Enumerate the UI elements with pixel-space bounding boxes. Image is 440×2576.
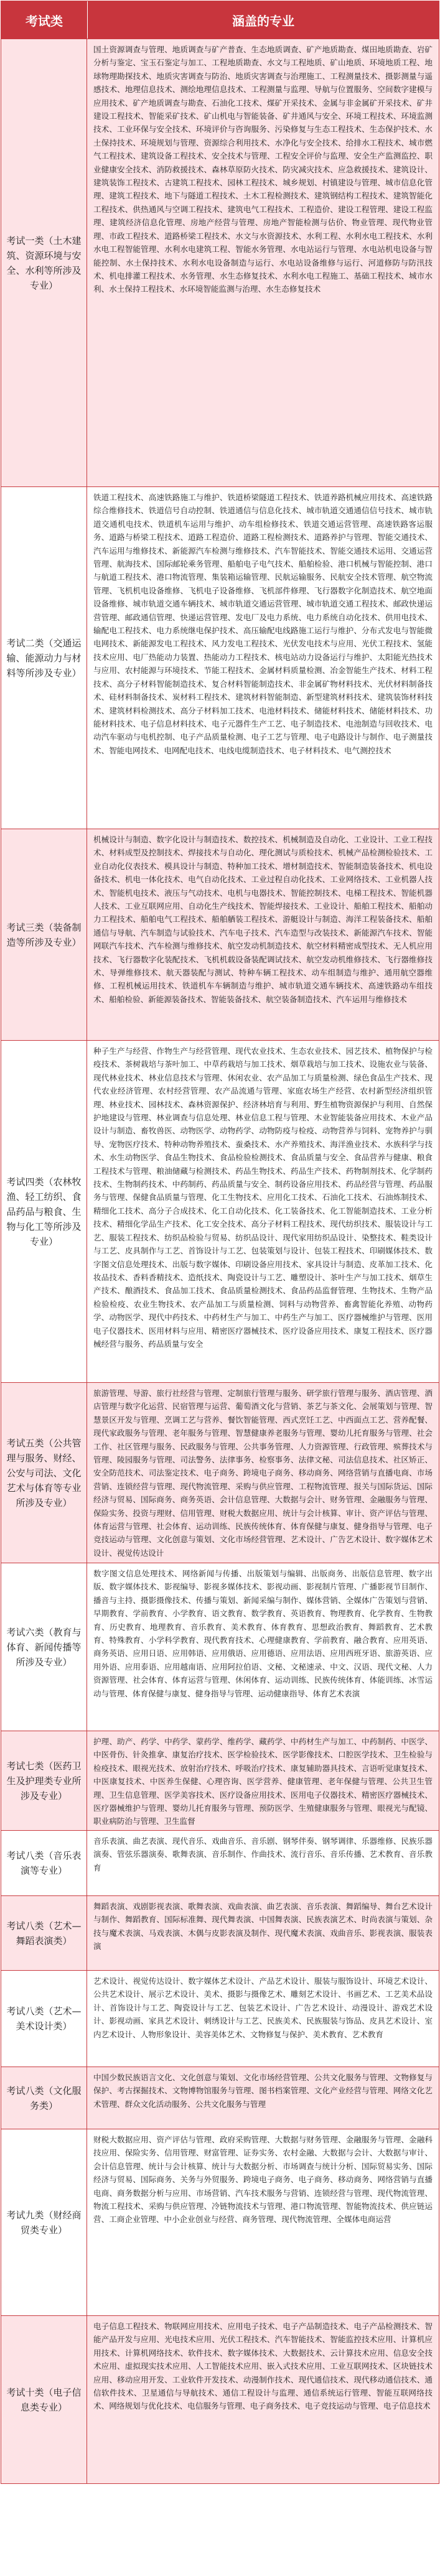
majors-cell: 护理、助产、药学、中药学、蒙药学、维药学、藏药学、中药材生产与加工、中药制药、中医学、中医骨伤、针灸推拿、康复治疗技术、医学检验技术、医学影像技术、口腔医学技术、卫生检验与检疫技术、眼视光技术、放射治疗技术、呼吸治疗技术、康复辅助器具技术、言语听觉康复技术、中医康复技术、中医养生保健、心理咨询、医学营养、健康管理、老年保健与管理、公共卫生管理、卫生信息管理、医学美容技术、医疗设备应用技术、医用电子仪器技术、精密医疗器械技术、医疗器械维护与管理、婴幼儿托育服务与管理、预防医学、生殖健康服务与管理、眼视光与配镜、职业病防治与管理、卫生监督 [87, 1731, 439, 1830]
table-row [1, 2067, 439, 2129]
majors-cell: 音乐表演、曲艺表演、现代音乐、戏曲音乐、音乐剧、钢琴伴奏、钢琴调律、乐器维修、民族乐器演奏、管弦乐器演奏、歌舞表演、音乐制作、作曲技术、流行音乐、音乐传播、艺术教育、音乐教育 [87, 1831, 439, 1895]
table-row [1, 1970, 439, 2067]
category-cell: 考试十类（电子信息类专业） [1, 2316, 87, 2483]
majors-cell: 种子生产与经营、作物生产与经营管理、现代农业技术、生态农业技术、园艺技术、植物保护与检疫技术、茶树栽培与茶叶加工、中草药栽培与加工技术、烟草栽培与加工技术、设施农业与装备、现代林业技术、林业信息技术与管理、休闲农业、农产品加工与质量检测、绿色食品生产技术、现代农业经济管理、农村经营管理、农产品流通与管理、家庭农场生产经营、农村新型经济组织管理、林业技术、园林技术、森林资源保护、经济林培育与利用、野生植物资源保护与利用、自然保护地建设与管理、林业调查与信息处理、林业信息工程与管理、木业智能装备应用技术、木业产品设计与制造、畜牧兽医、动物医学、动物药学、动物防疫与检疫、动物营养与饲料、宠物养护与驯导、宠物医疗技术、特种动物养殖技术、蚕桑技术、水产养殖技术、海洋渔业技术、水族科学与技术、水生动物医学、食品生物技术、食品检验检测技术、食品质量与安全、食品营养与健康、粮食工程技术与管理、粮油储藏与检测技术、药品生物技术、药品生产技术、药物制剂技术、化学制药技术、生物制药技术、中药制药、药品质量与安全、制药设备应用技术、药品经营与管理、药品服务与管理、保健食品质量与管理、化工生物技术、应用化工技术、石油化工技术、石油炼制技术、精细化工技术、高分子合成技术、化工自动化技术、化工装备技术、化工智能制造技术、工业分析技术、精细化学品生产技术、化工安全技术、高分子材料工程技术、现代纺织技术、服装设计与工艺、服装工程技术、纺织品检验与贸易、纺织品设计、现代家用纺织品设计、染整技术、鞋类设计与工艺、皮具制作与工艺、首饰设计与工艺、包装策划与设计、包装工程技术、印刷媒体技术、数字图文信息处理技术、出版与数字媒体、印刷设备应用技术、家具设计与制造、皮革加工技术、化妆品技术、香料香精技术、造纸技术、陶瓷设计与工艺、雕塑设计、茶叶生产与加工技术、烟草生产技术、酿酒技术、食品加工技术、食品质量检测技术、食品药品监督管理、生物技术、生物产品检验检疫、农业生物技术、农产品加工与质量检测、饲料与动物营养、畜禽智能化养殖、动物药学、动物医学、现代中药技术、中药材生产与加工、中药生产与加工、医疗器械维护与管理、医用电子仪器技术、医用材料与应用、精密医疗器械技术、医疗设备应用技术、康复工程技术、医疗器械经营与服务、药品质量与安全 [87, 1041, 439, 1382]
majors-cell: 艺术设计、视觉传达设计、数字媒体艺术设计、产品艺术设计、服装与服饰设计、环境艺术设计、公共艺术设计、展示艺术设计、美术、摄影与摄像艺术、雕刻艺术设计、书画艺术、工艺美术品设计、首饰设计与工艺、陶瓷设计与工艺、包装艺术设计、广告艺术设计、动漫设计、游戏艺术设计、影视动画、家具艺术设计、刺绣设计与工艺、民族美术、民族服装与饰品、皮具艺术设计、室内艺术设计、人物形象设计、美容美体艺术、文物修复与保护、美术教育、艺术教育 [87, 1971, 439, 2067]
majors-cell: 中国少数民族语言文化、文化创意与策划、文化市场经营管理、公共文化服务与管理、文物修复与保护、考古探掘技术、文物博物馆服务与管理、图书档案管理、文化产业经营与管理、网络文化艺术管理、群众文化活动服务、公共文化服务与管理 [87, 2067, 439, 2129]
table-row [1, 1563, 439, 1731]
category-cell: 考试一类（土木建筑、资源环境与安全、水利等所涉及专业） [1, 39, 87, 486]
category-cell: 考试五类（公共管理与服务、财经、公安与司法、文化艺术与体育等专业所涉及专业） [1, 1383, 87, 1563]
table-row [1, 1040, 439, 1382]
category-cell: 考试二类（交通运输、能源动力与材料等所涉及专业） [1, 487, 87, 829]
majors-cell: 数字图文信息处理技术、网络新闻与传播、出版策划与编辑、出版商务、出版信息管理、数字出版、数字媒体技术、影视编导、影视多媒体技术、影视动画、影视制片管理、广播影视节目制作、播音与主持、摄影摄像技术、传播与策划、新闻采编与制作、媒体营销、全媒体广告策划与营销、早期教育、学前教育、小学教育、语文教育、数学教育、英语教育、物理教育、化学教育、生物教育、历史教育、地理教育、音乐教育、美术教育、体育教育、思想政治教育、舞蹈教育、艺术教育、特殊教育、小学科学教育、现代教育技术、心理健康教育、学前教育、融合教育、应用英语、商务英语、应用日语、应用韩语、应用俄语、应用德语、应用法语、应用西班牙语、旅游英语、应用外语、应用泰语、应用越南语、应用阿拉伯语、文秘、文秘速录、中文、汉语、现代文秘、人力资源管理、社会体育、体育运营与管理、休闲体育、运动训练、民族传统体育、体能训练、冰雪运动与管理、体育保健与康复、健身指导与管理、运动健康指导、体育艺术表演 [87, 1563, 439, 1731]
table-row [1, 2315, 439, 2483]
category-cell: 考试三类（装备制造等所涉及专业） [1, 829, 87, 1040]
table-row [1, 1830, 439, 1895]
header-majors: 涵盖的专业 [232, 13, 294, 29]
category-cell: 考试八类（艺术—美术设计类） [1, 1971, 87, 2067]
table-row [1, 1382, 439, 1563]
category-cell: 考试七类（医药卫生及护理类专业所涉及专业） [1, 1731, 87, 1830]
majors-table [1, 1, 439, 2484]
majors-cell: 旅游管理、导游、旅行社经营与管理、定制旅行管理与服务、研学旅行管理与服务、酒店管理、酒店管理与数字化运营、民宿管理与运营、葡萄酒文化与营销、茶艺与茶文化、会展策划与管理、智慧景区开发与管理、烹调工艺与营养、餐饮智能管理、西式烹饪工艺、中西面点工艺、营养配餐、现代家政服务与管理、老年服务与管理、智慧健康养老服务与管理、婴幼儿托育服务与管理、社会工作、社区管理与服务、民政服务与管理、公共事务管理、人力资源管理、行政管理、殡葬技术与管理、陵园服务与管理、司法警务、法律事务、检察事务、法律文秘、司法信息技术、社区矫正、安全防范技术、司法鉴定技术、电子商务、跨境电子商务、移动商务、网络营销与直播电商、市场营销、连锁经营与管理、现代物流管理、采购与供应管理、工程物流管理、报关与国际货运、国际经济与贸易、国际商务、商务英语、会计信息管理、大数据与会计、财务管理、金融服务与管理、保险实务、投资与理财、信用管理、财税大数据应用、统计与会计核算、审计、资产评估与管理、体育运营与管理、社会体育、运动训练、民族传统体育、体育保健与康复、健身指导与管理、电子竞技运动与管理、文化创意与策划、文化市场经营管理、艺术设计、广告艺术设计、数字媒体艺术设计、视觉传达设计 [87, 1383, 439, 1563]
category-cell: 考试四类（农林牧渔、轻工纺织、食品药品与粮食、生物与化工等所涉及专业） [1, 1041, 87, 1382]
header-category: 考试类 [1, 1, 88, 39]
majors-cell: 电子信息工程技术、物联网应用技术、应用电子技术、电子产品制造技术、电子产品检测技术、智能产品开发与应用、光电技术应用、光伏工程技术、汽车智能技术、智能监控技术应用、计算机应用技术、计算机网络技术、软件技术、数字媒体技术、大数据技术、云计算技术应用、信息安全技术应用、虚拟现实技术应用、人工智能技术应用、嵌入式技术应用、工业互联网技术、区块链技术应用、移动应用开发、工业软件开发技术、动漫制作技术、现代通信技术、现代移动通信技术、通信软件技术、卫星通信与导航技术、通信工程设计与监理、通信系统运行管理、智能互联网络技术、网络规划与优化技术、电信服务与管理、电子商务技术、电子竞技运动与管理、电子信息技术 [87, 2316, 439, 2483]
table-row [1, 39, 439, 486]
table-row [1, 829, 439, 1040]
category-cell: 考试六类（教育与体育、新闻传播等所涉及专业） [1, 1563, 87, 1731]
table-row [1, 2129, 439, 2315]
category-cell: 考试八类（文化服务类） [1, 2067, 87, 2129]
category-cell: 考试八类（音乐表演等专业） [1, 1831, 87, 1895]
majors-cell: 铁道工程技术、高速铁路施工与维护、铁道桥梁隧道工程技术、铁道养路机械应用技术、高速铁路综合维修技术、铁道信号自动控制、铁道通信与信息化技术、城市轨道交通通信信号技术、城市轨道交通机电技术、铁道机车运用与维护、动车组检修技术、铁道交通运营管理、高速铁路客运服务、道路与桥梁工程技术、道路工程造价、道路工程检测技术、道路养护与管理、智能交通技术、汽车运用与维修技术、新能源汽车检测与维修技术、汽车智能技术、智能交通技术运用、交通运营管理、航海技术、国际邮轮乘务管理、船舶电子电气技术、船舶检验、港口机械与智能控制、港口与航道工程技术、港口物流管理、集装箱运输管理、民航运输服务、民航安全技术管理、航空物流管理、飞机机电设备维修、飞机电子设备维修、飞机部件修理、飞行器数字化制造技术、航空地面设备维修、城市轨道交通车辆技术、城市轨道交通运营管理、城市轨道交通工程技术、邮政快递运营管理、邮政通信管理、快递运营管理、发电厂及电力系统、电力系统自动化技术、供用电技术、输配电工程技术、电力系统继电保护技术、高压输配电线路施工运行与维护、分布式发电与智能微电网技术、新能源发电工程技术、风力发电工程技术、光伏发电技术与应用、光伏工程技术、氢能技术应用、电厂热能动力装置、热能动力工程技术、核电站动力设备运行与维护、太阳能光热技术与应用、农村能源与环境技术、节能工程技术、金属材料质量检测、冶金智能生产技术、材料工程技术、高分子材料智能制造技术、复合材料智能制造技术、非金属矿物材料技术、光伏材料制备技术、硅材料制备技术、炭材料工程技术、建筑材料智能制造、新型建筑材料技术、建筑装饰材料技术、建筑材料检测技术、高分子材料加工技术、电池材料技术、储能材料技术、储能材料技术、功能材料技术、电子信息材料技术、电子元器件生产工艺、电子制造技术、电池制造与回收技术、电动汽车驱动与电机控制、电子产品质量检测、电子工艺与管理、电子电路设计与制作、电子测量技术、智能电网技术、电网配电技术、电线电缆制造技术、电子材料技术、电气测控技术 [87, 487, 439, 829]
category-cell: 考试九类（财经商贸类专业） [1, 2129, 87, 2315]
table-row [1, 486, 439, 829]
majors-cell: 国土资源调查与管理、地质调查与矿产普查、生态地质调查、矿产地质勘查、煤田地质勘查、岩矿分析与鉴定、宝玉石鉴定与加工、工程地质勘查、水文与工程地质、矿山地质、环境地质工程、地球物理勘探技术、地质灾害调查与防治、地质灾害调查与治理施工、工程测量技术、摄影测量与遥感技术、地理信息技术、测绘地理信息技术、工程测量与监理、导航与位置服务、空间数字建模与应用技术、矿产地质调查与勘查、石油化工技术、煤矿开采技术、金属与非金属矿开采技术、矿井建设工程技术、智能采矿技术、矿山机电与智能装备、矿井通风与安全、环境工程技术、环境监测技术、工业环保与安全技术、环境评价与咨询服务、污染修复与生态工程技术、生态保护技术、水土保持技术、环境规划与管理、资源综合利用技术、水净化与安全技术、给排水工程技术、城市燃气工程技术、建筑设备工程技术、安全技术与管理、工程安全评价与监理、安全生产监测监控、职业健康安全技术、消防救援技术、森林草原防火技术、防灾减灾技术、应急救援技术、建筑设计、建筑装饰工程技术、古建筑工程技术、园林工程技术、城乡规划、村镇建设与管理、城市信息化管理、建筑工程技术、地下与隧道工程技术、土木工程检测技术、建筑钢结构工程技术、建筑智能化工程技术、供热通风与空调工程技术、建筑电气工程技术、工程造价、建设工程管理、建设工程监理、建筑经济信息化管理、房地产经营与管理、房地产智能检测与估价、物业管理、现代物业管理、市政工程技术、道路桥梁工程技术、水文与水资源技术、水利工程、水利水电工程技术、水利水电工程智能管理、水利水电建筑工程、智能水务管理、水电站运行与管理、水电站机电设备与智能控制、水土保持技术、水利水电设备制造与运行、水电站设备维修与运行、河道修防与防汛技术、机电排灌工程技术、水务管理、水生态修复技术、水利水电工程施工、基础工程技术、城市水利、水土保持工程技术、水环境智能监测与治理、水生态修复技术 [87, 39, 439, 486]
category-cell: 考试八类（艺术—舞蹈表演类） [1, 1896, 87, 1970]
majors-cell: 财税大数据应用、资产评估与管理、政府采购管理、大数据与财务管理、金融服务与管理、金融科技应用、保险实务、信用管理、财富管理、证券实务、农村金融、大数据与会计、大数据与审计、会计信息管理、统计与会计核算、统计与大数据分析、市场调查与统计分析、国际贸易实务、国际经济与贸易、国际商务、关务与外贸服务、跨境电子商务、电子商务、移动商务、网络营销与直播电商、商务数据分析与应用、市场营销、汽车技术服务与营销、连锁经营与管理、现代物流管理、物流工程技术、采购与供应管理、冷链物流技术与管理、港口物流管理、智能物流技术、供应链运营、工商企业管理、中小企业创业与经营、商务管理、现代物流管理、全媒体电商运营 [87, 2129, 439, 2315]
table-row [1, 1731, 439, 1830]
majors-cell: 机械设计与制造、数字化设计与制造技术、数控技术、机械制造及自动化、工业设计、工业工程技术、材料成型及控制技术、焊接技术与自动化、理化测试与质检技术、机械产品检测检验技术、工业自动化仪表技术、模具设计与制造、特种加工技术、增材制造技术、智能制造装备技术、机电设备技术、机电一体化技术、电气自动化技术、工业过程自动化技术、工业网络技术、工业机器人技术、智能机电技术、液压与气动技术、电机与电器技术、智能控制技术、电梯工程技术、智能机器人技术、工业互联网应用、自动化生产线技术、智能焊接技术、工业设计、船舶工程技术、船舶动力工程技术、船舶电气工程技术、船舶舾装工程技术、游艇设计与制造、海洋工程装备技术、船舶通信与导航、汽车制造与试验技术、汽车电子技术、汽车造型与改装技术、新能源汽车技术、智能网联汽车技术、汽车检测与维修技术、航空发动机制造技术、航空材料精密成型技术、无人机应用技术、飞行器数字化装配技术、飞机机载设备装配调试技术、航空发动机维修技术、飞行器维修技术、导弹维修技术、航天器装配与测试、特种车辆工程技术、动车组制造与维护、通用航空器维修、工程机械运用技术、铁道机车车辆制造与维护、城市轨道交通车辆技术、高速铁路动车组技术、船舶检验、新能源装备技术、智能装备技术、航空装备制造技术、汽车运用与维修技术 [87, 829, 439, 1040]
majors-cell: 舞蹈表演、戏剧影视表演、歌舞表演、戏曲表演、曲艺表演、音乐表演、舞蹈编导、舞台艺术设计与制作、舞蹈教育、国际标准舞、现代舞表演、中国舞表演、民族表演艺术、时尚表演与策划、杂技与魔术表演、马戏表演、木偶与皮影表演及制作、现代魔术表演、戏曲音乐、影视表演、服装表演 [87, 1896, 439, 1970]
table-header [1, 1, 439, 39]
table-row [1, 1895, 439, 1970]
